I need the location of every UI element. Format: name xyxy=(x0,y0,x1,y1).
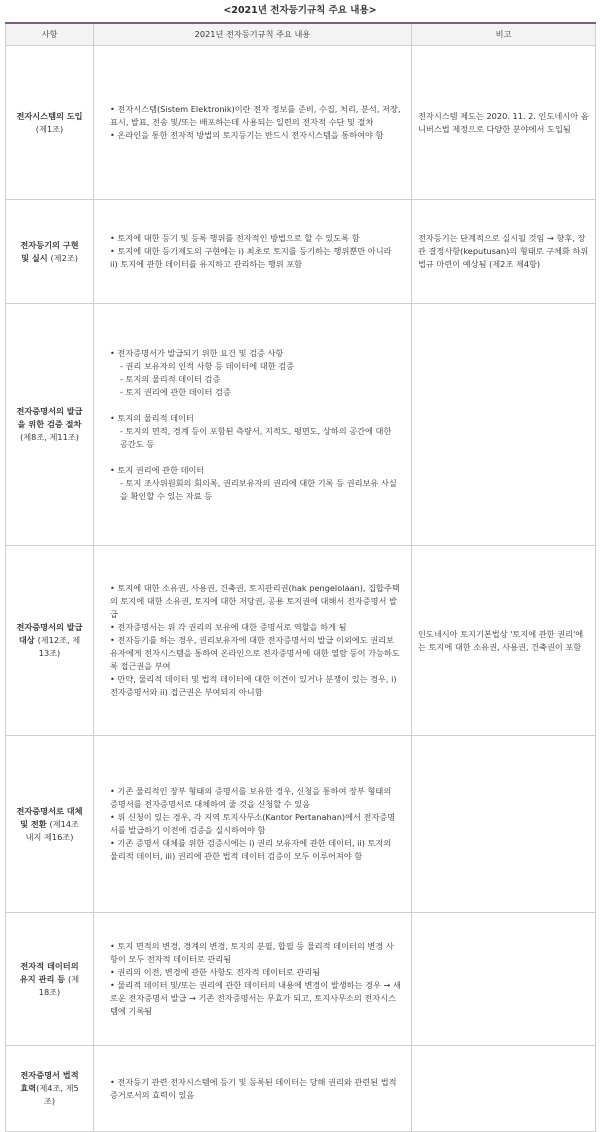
row-content xyxy=(94,736,412,913)
table-row xyxy=(6,913,596,1046)
subject-ref: (제8조, 제11조) xyxy=(20,432,79,442)
content-line: • 온라인을 통한 전자적 방법의 토지등기는 반드시 전자시스템을 통하여야 함 xyxy=(110,130,384,140)
row-subject xyxy=(6,46,94,200)
row-note xyxy=(412,736,596,913)
row-content xyxy=(94,304,412,546)
subject-ref: (제4조, 제5조) xyxy=(36,1083,79,1106)
row-subject xyxy=(6,1046,94,1132)
row-subject xyxy=(6,736,94,913)
content-line: • 만약, 물리적 데이터 및 법적 데이터에 대한 이견이 있거나 분쟁이 있는 경우, i) 전자증명서와 ii) 접근권은 부여되지 아니함 xyxy=(110,674,397,697)
row-note xyxy=(412,913,596,1046)
content-line: • 전자증명서가 발급되기 위한 요건 및 검증 사항 xyxy=(110,347,284,358)
content-line: • 전자등기를 하는 경우, 권리보유자에 대한 전자증명서의 발급 이외에도 권리보유자에게 전자시스템을 통하여 온라인으로 전자증명서에 대한 열람 등이 가능하도록 접근권을 부여 xyxy=(110,635,400,671)
row-subject xyxy=(6,304,94,546)
subject-ref: (제14조 내지 제16조) xyxy=(25,818,79,842)
content-line: • 토지에 대한 소유권, 사용권, 건축권, 토지관리권(hak pengelolaan), 집합주택의 토지에 대한 소유권, 토지에 대한 저당권, 공용 토지권에 대해서 전자증명서 발급 xyxy=(110,583,400,619)
table-row xyxy=(6,736,596,913)
regulation-table xyxy=(5,22,596,1132)
subject-title: 전자등기의 구현 및 실시 xyxy=(20,239,79,263)
content-line: • 토지의 물리적 데이터 xyxy=(110,412,194,423)
subject-title: 전자증명서의 발급 대상 xyxy=(16,622,83,645)
content-line: • 토지 권리에 관한 데이터 xyxy=(110,464,205,475)
header-subject: 사항 xyxy=(6,23,94,46)
row-subject xyxy=(6,546,94,736)
subject-ref: (제2조) xyxy=(50,252,78,263)
row-content xyxy=(94,200,412,304)
table-caption: <2021년 전자등기규칙 주요 내용> xyxy=(223,5,377,16)
header-row xyxy=(6,23,596,46)
content-line: • 위 신청이 있는 경우, 각 지역 토지사무소(Kantor Pertanahan)에서 전자증명서를 발급하기 이전에 검증을 실시하여야 함 xyxy=(110,812,396,835)
content-line: • 전자증명서는 위 각 권리의 보유에 대한 증명서로 역할을 하게 됨 xyxy=(110,622,347,632)
content-line: - 권리 보유자의 인적 사항 등 데이터에 대한 검증 xyxy=(120,360,295,371)
subject-title: 전자적 데이터의 유지 관리 등 xyxy=(19,960,79,984)
row-note: 전자등기는 단계적으로 실시될 것임 → 향후, 장관 결정사항(keputusan)의 형태로 구체화 하위 법규 마련이 예상됨 (제2조 제4항) xyxy=(412,200,596,304)
header-content: 2021년 전자등기규칙 주요 내용 xyxy=(94,23,412,46)
table-row xyxy=(6,304,596,546)
content-line: • 기존 물리적인 장부 형태의 증명서를 보유한 경우, 신청을 통하여 장부 형태의 증명서를 전자증명서로 대체하여 줄 것을 신청할 수 있음 xyxy=(110,786,392,809)
table-row xyxy=(6,1046,596,1132)
row-content xyxy=(94,1046,412,1132)
subject-ref: (제1조) xyxy=(35,123,64,134)
content-line: - 토지 권리에 관한 데이터 검증 xyxy=(120,386,231,397)
subject-title: 전자증명서로 대체 및 전환 xyxy=(16,805,83,829)
content-line: - 토지 조사위원회의 회의록, 권리보유자의 권리에 대한 기록 등 권리보유 사실을 확인할 수 있는 자료 등 xyxy=(120,477,397,501)
content-line: • 물리적 데이터 및/또는 권리에 관한 데이터의 내용에 변경이 발생하는 경우 → 새로운 전자증명서 발급 → 기존 전자증명서는 무효가 되고, 토지사무소의 전자시스템에 기록됨 xyxy=(110,980,401,1016)
header-note: 비고 xyxy=(412,23,596,46)
content-line: • 토지에 대한 등기제도의 구현에는 i) 최초로 토지를 등기하는 행위뿐만 아니라 ii) 토지에 관한 데이터를 유지하고 관리하는 행위 포함 xyxy=(110,246,392,269)
subject-ref: (제12조, 제13조) xyxy=(37,635,81,658)
content-line: • 토지에 대한 등기 및 등록 행위를 전자적인 방법으로 할 수 있도록 함 xyxy=(110,233,360,243)
table-row xyxy=(6,46,596,200)
row-content xyxy=(94,913,412,1046)
subject-title: 전자시스템의 도입 xyxy=(16,110,83,121)
subject-ref: (제18조) xyxy=(38,973,80,997)
content-line: - 토지의 면적, 경계 등이 포함된 측량서, 지적도, 평면도, 상하의 공간에 대한 공간도 등 xyxy=(120,425,392,449)
content-line: • 전자시스템(Sistem Elektronik)이란 전자 정보를 준비, 수집, 처리, 분석, 저장, 표시, 발표, 전송 및/또는 배포하는데 사용되는 일련의 전자적 수단 및 절차 xyxy=(110,104,401,127)
table-row xyxy=(6,546,596,736)
content-line: • 권리의 이전, 변경에 관한 사항도 전자적 데이터로 관리됨 xyxy=(110,967,321,977)
table-row xyxy=(6,200,596,304)
row-content xyxy=(94,46,412,200)
row-subject xyxy=(6,913,94,1046)
content-line: • 전자등기 관련 전자시스템에 등기 및 등록된 데이터는 당해 권리와 관련된 법적 증거로서의 효력이 있음 xyxy=(110,1076,397,1100)
content-line: - 토지의 물리적 데이터 검증 xyxy=(120,373,221,384)
row-note: 전자시스템 제도는 2020. 11. 2. 인도네시아 옴니버스법 제정으로 다양한 분야에서 도입됨 xyxy=(412,46,596,200)
row-content xyxy=(94,546,412,736)
subject-title: 전자증명서 법적 효력 xyxy=(20,1070,79,1093)
row-subject xyxy=(6,200,94,304)
content-line: • 기존 증명서 대체를 위한 검증시에는 i) 권리 보유자에 관한 데이터, ii) 토지의 물리적 데이터, iii) 권리에 관한 법적 데이터 검증이 모두 이루어져야 함 xyxy=(110,838,392,861)
row-note xyxy=(412,304,596,546)
subject-title: 전자증명서의 발급을 위한 검증 절차 xyxy=(16,406,83,429)
row-note xyxy=(412,1046,596,1132)
content-line: • 토지 면적의 변경, 경계의 변경, 토지의 분필, 합필 등 물리적 데이터의 변경 사항이 모두 전자적 데이터로 관리됨 xyxy=(110,941,394,964)
row-note: 인도네시아 토지기본법상 '토지에 관한 권리'에는 토지에 대한 소유권, 사용권, 건축권이 포함 xyxy=(412,546,596,736)
